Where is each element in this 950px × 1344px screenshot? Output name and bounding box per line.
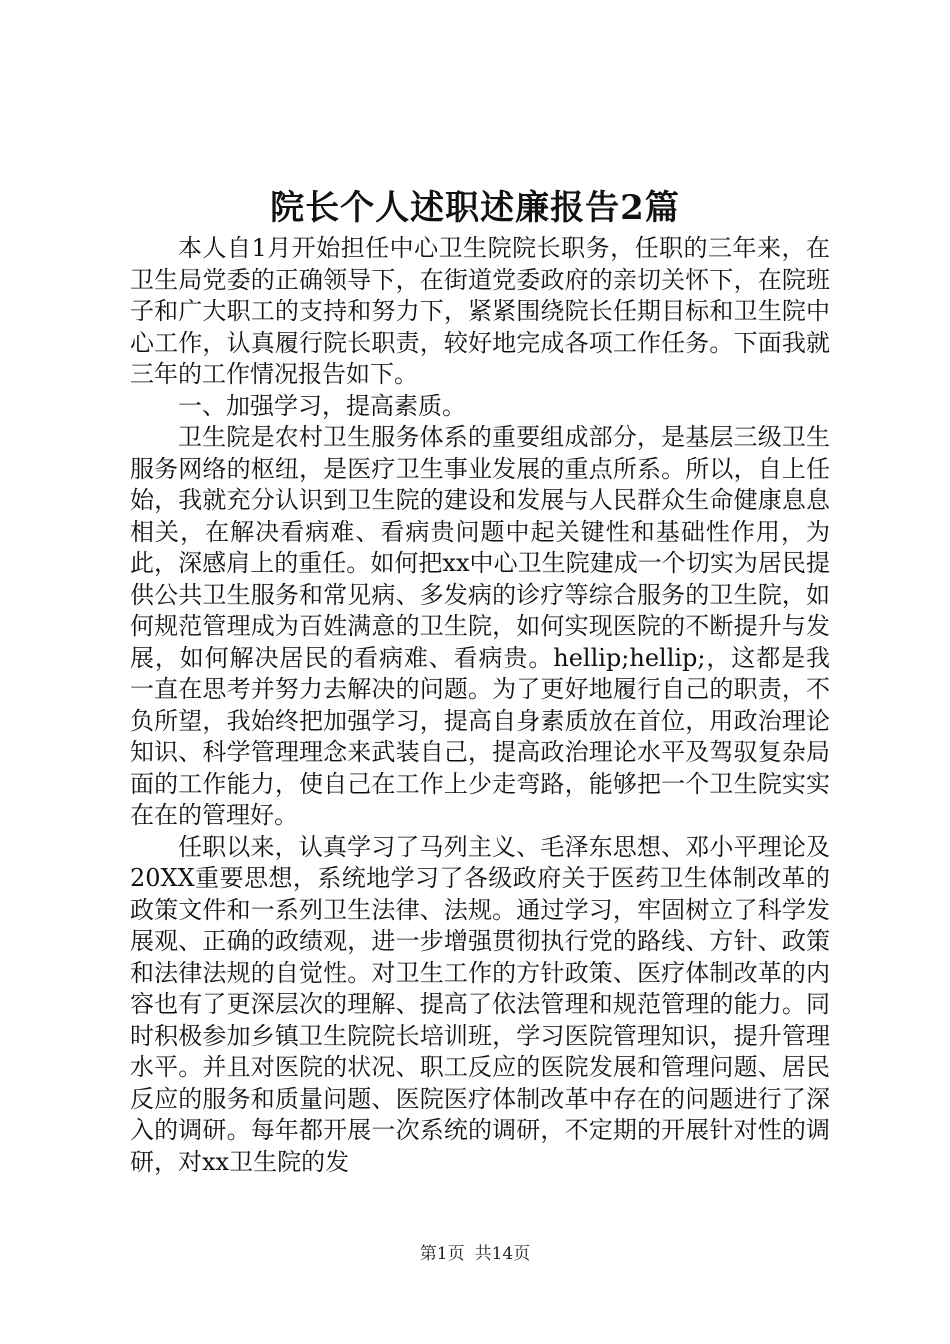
page-total: 共14页: [474, 1244, 531, 1264]
paragraph-body: 卫生院是农村卫生服务体系的重要组成部分，是基层三级卫生服务网络的枢纽，是医疗卫生事业发展的重点所系。所以，自上任始，我就充分认识到卫生院的建设和发展与人民群众生命健康息息相关，在解决看病难、看病贵问题中起关键性和基础性作用，为此，深感肩上的重任。如何把xx中心卫生院建成一个切实为居民提供公共卫生服务和常见病、多发病的诊疗等综合服务的卫生院，如何规范管理成为百姓满意的卫生院，如何实现医院的不断提升与发展，如何解决居民的看病难、看病贵。hellip;hellip;，这都是我一直在思考并努力去解决的问题。为了更好地履行自己的职责，不负所望，我始终把加强学习，提高自身素质放在首位，用政治理论知识、科学管理理念来武装自己，提高政治理论水平及驾驭复杂局面的工作能力，使自己在工作上少走弯路，能够把一个卫生院实实在在的管理好。: [130, 423, 830, 829]
page-number: 第1页: [419, 1244, 465, 1264]
paragraph-intro: 本人自1月开始担任中心卫生院院长职务，任职的三年来，在卫生局党委的正确领导下，在街道党委政府的亲切关怀下，在院班子和广大职工的支持和努力下，紧紧围绕院长任期目标和卫生院中心工作，认真履行院长职责，较好地完成各项工作任务。下面我就三年的工作情况报告如下。: [130, 234, 830, 388]
paragraph-body: 任职以来，认真学习了马列主义、毛泽东思想、邓小平理论及20XX重要思想，系统地学习了各级政府关于医药卫生体制改革的政策文件和一系列卫生法律、法规。通过学习，牢固树立了科学发展观、正确的政绩观，进一步增强贯彻执行党的路线、方针、政策和法律法规的自觉性。对卫生工作的方针政策、医疗体制改革的内容也有了更深层次的理解、提高了依法管理和规范管理的能力。同时积极参加乡镇卫生院院长培训班，学习医院管理知识，提升管理水平。并且对医院的状况、职工反应的医院发展和管理问题、居民反应的服务和质量问题、医院医疗体制改革中存在的问题进行了深入的调研。每年都开展一次系统的调研，不定期的开展针对性的调研，对xx卫生院的发: [130, 832, 830, 1176]
section-heading: 一、加强学习，提高素质。: [178, 391, 466, 420]
document-body: [130, 233, 830, 1178]
document-title: 院长个人述职述廉报告2篇: [270, 188, 680, 228]
page-footer: [0, 1243, 950, 1265]
